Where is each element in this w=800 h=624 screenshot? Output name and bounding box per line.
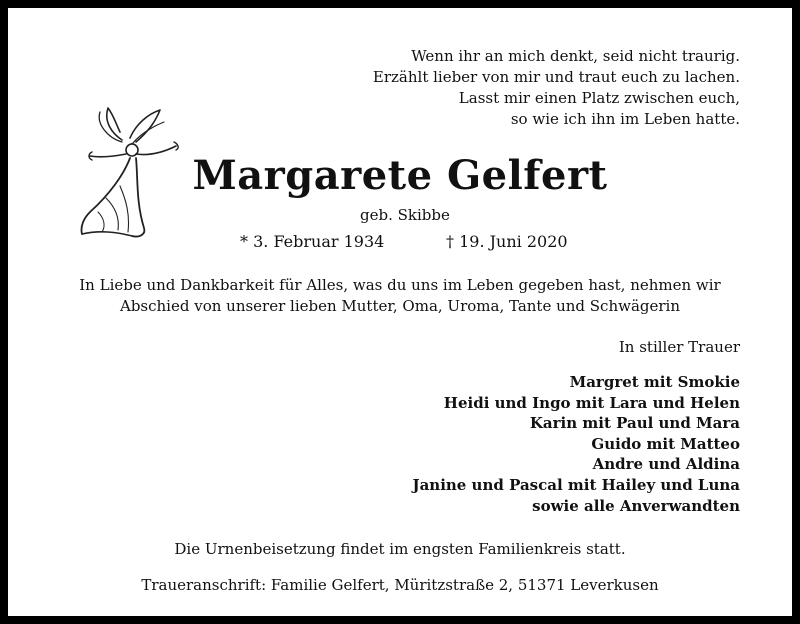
mourner: Janine und Pascal mit Hailey und Luna [412, 475, 740, 494]
farewell-text [48, 275, 752, 317]
poem-line: Erzählt lieber von mir und traut euch zu lachen. [372, 68, 740, 86]
poem-line: Wenn ihr an mich denkt, seid nicht traurig. [411, 47, 740, 65]
mourner: Heidi und Ingo mit Lara und Helen [443, 393, 740, 412]
poem-line: Lasst mir einen Platz zwischen euch, [458, 89, 740, 107]
mourner: sowie alle Anverwandten [532, 496, 740, 515]
farewell-line: Abschied von unserer lieben Mutter, Oma, Uroma, Tante und Schwägerin [119, 297, 681, 315]
maiden-name: geb. Skibbe [360, 206, 450, 224]
mourner: Guido mit Matteo [591, 434, 740, 453]
signoff: In stiller Trauer [618, 338, 740, 356]
mourner: Margret mit Smokie [569, 373, 740, 391]
poem [373, 46, 740, 130]
mourner: Andre und Aldina [592, 455, 740, 474]
birth-date: * 3. Februar 1934 [240, 232, 385, 251]
mourning-address: Traueranschrift: Familie Gelfert, Müritzstraße 2, 51371 Leverkusen [141, 576, 659, 594]
mourner: Karin mit Paul und Mara [529, 414, 740, 433]
poem-line: so wie ich ihn im Leben hatte. [510, 110, 740, 128]
death-date: † 19. Juni 2020 [446, 232, 568, 251]
deceased-name: Margarete Gelfert [192, 152, 608, 199]
burial-note: Die Urnenbeisetzung findet im engsten Familienkreis statt. [174, 540, 626, 558]
mourners-list [412, 372, 740, 516]
farewell-line: In Liebe und Dankbarkeit für Alles, was du uns im Leben gegeben hast, nehmen wir [79, 276, 721, 294]
